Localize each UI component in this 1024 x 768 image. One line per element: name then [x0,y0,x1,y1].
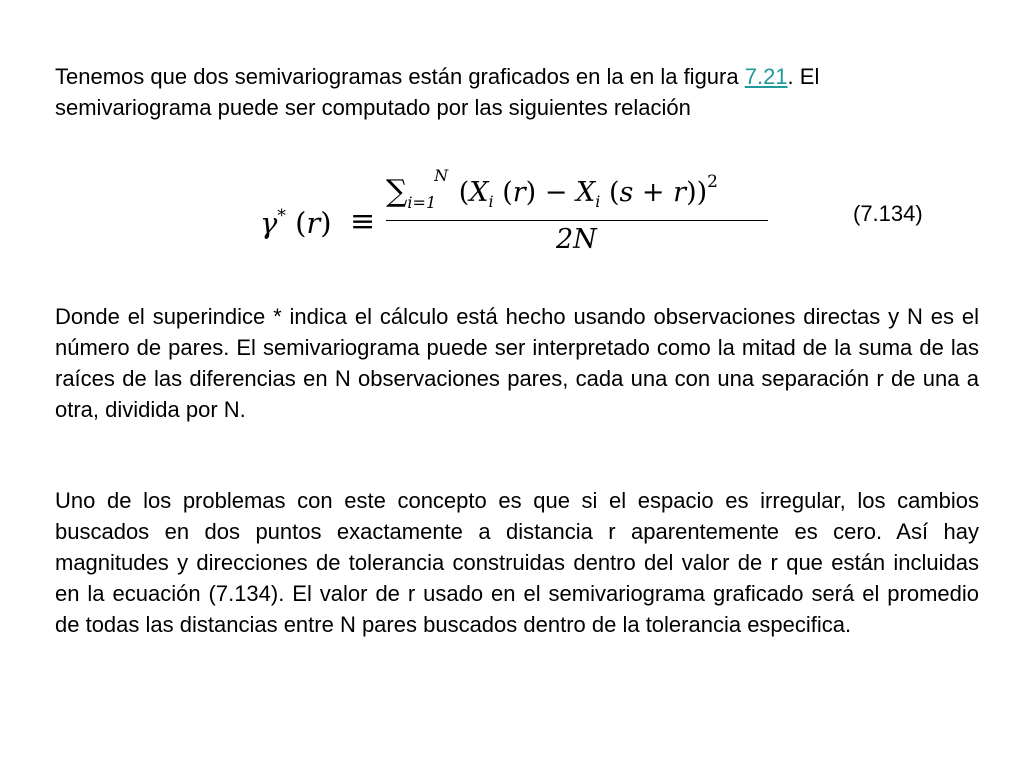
intro-text-after: . El semivariograma puede ser computado por las siguientes relación [55,64,820,120]
formula-numerator: $\sum_{i=1}^N$ ($X_i$ $(r) - X_i$ (s + r))$^2$ [386,166,718,212]
tolerance-paragraph: Uno de los problemas con este concepto es que si el espacio es irregular, los cambios buscados en dos puntos exactamente a distancia r aparentemente es cero. Así hay magnitudes y direcciones de tolerancia construidas dentro del valor de r que están incluidas en la ecuación (7.134). El valor de r usado en el semivariograma graficado será el promedio de todas las distancias entre N pares buscados dentro de la tolerancia especifica. [55,488,979,637]
formula-equiv-sign: ≡ [350,204,376,239]
intro-text-before: Tenemos que dos semivariogramas están graficados en la en la figura [55,64,745,89]
formula-denominator: 2N [556,224,597,255]
intro-paragraph [55,61,979,123]
explanation-paragraph: Donde el superindice * indica el cálculo está hecho usando observaciones directas y N es el número de pares. El semivariograma puede ser interpretado como la mitad de la suma de las raíces de las diferencias en N observaciones pares, cada una con una separación r de una a otra, dividida por N. [55,304,979,422]
figure-link[interactable]: 7.21 [744,64,788,89]
equation-number: (7.134) [853,201,923,226]
formula-lhs: γ* (r) [260,206,332,240]
semivariogram-formula [260,168,780,264]
fraction-bar [386,220,768,221]
